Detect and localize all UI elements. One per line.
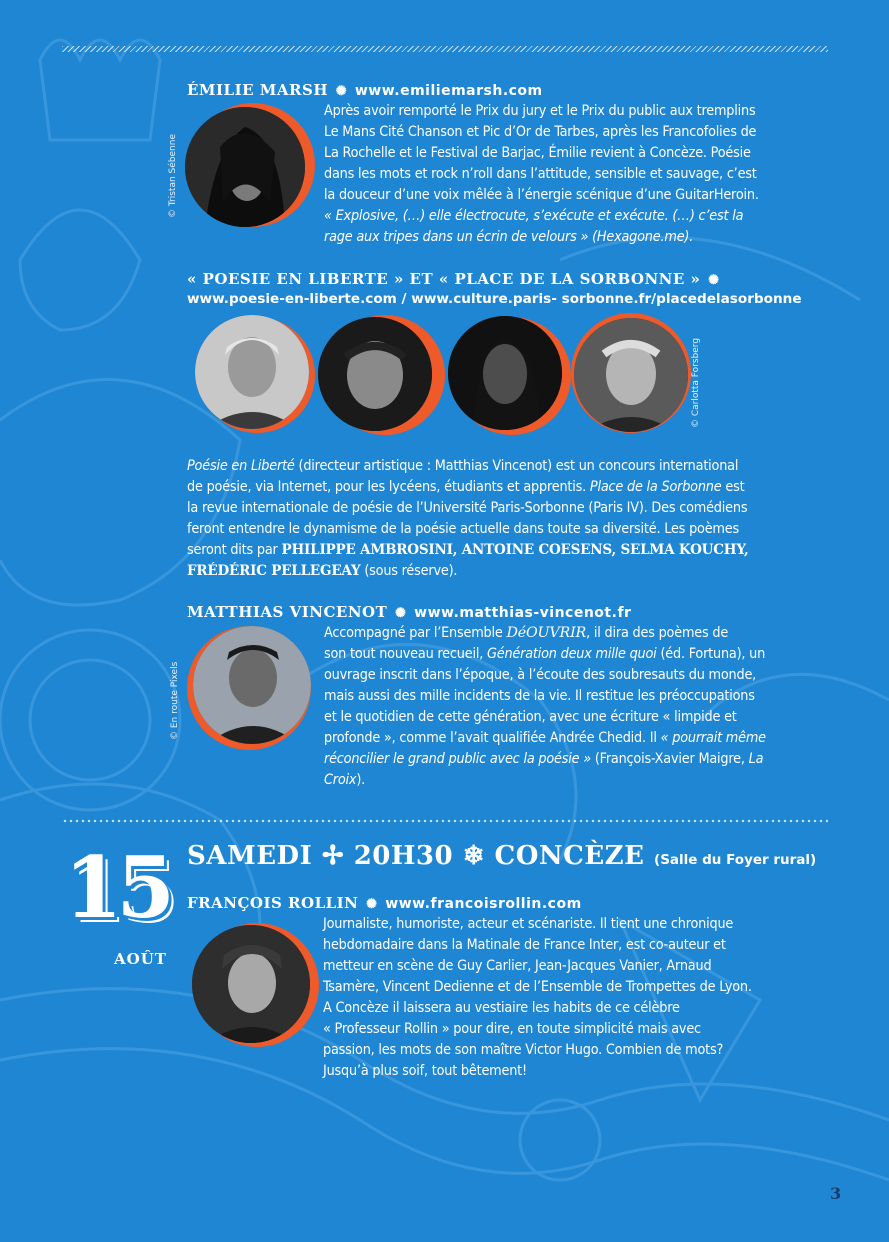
matthias-text: (éd. Fortuna), un — [656, 646, 766, 662]
event-venue: (Salle du Foyer rural) — [654, 852, 817, 868]
rollin-line: « Professeur Rollin » pour dire, en toute simplicité mais avec — [323, 1021, 701, 1037]
rollin-line: metteur en scène de Guy Carlier, Jean-Jacques Vanier, Arnaud — [323, 958, 712, 974]
portrait-coesens — [318, 317, 432, 431]
matthias-heading — [187, 603, 631, 621]
matthias-text: , il dira des poèmes de — [586, 625, 729, 641]
poesie-heading — [187, 270, 722, 288]
matthias-text: son tout nouveau recueil, — [324, 646, 487, 662]
event-month: AOÛT — [114, 950, 167, 968]
rollin-line: hebdomadaire dans la Matinale de France Inter, est co-auteur et — [323, 937, 726, 953]
emilie-line: Le Mans Cité Chanson et Pic d’Or de Tarbes, après les Francofolies de — [324, 124, 757, 140]
rollin-url[interactable]: www.francoisrollin.com — [385, 896, 582, 912]
page-number: 3 — [830, 1184, 842, 1203]
emilie-url[interactable]: www.emiliemarsh.com — [354, 83, 543, 99]
poesie-text: de poésie, via Internet, pour les lycéens, étudiants et apprentis. — [187, 479, 590, 495]
matthias-url[interactable]: www.matthias-vincenot.fr — [414, 605, 632, 621]
book-title-em: Génération deux mille quoi — [486, 646, 657, 662]
emilie-quote-line: « Explosive, (…) elle électrocute, s’exécute et exécute. (…) c’est la — [324, 208, 744, 224]
poesie-text: seront dits par — [187, 542, 282, 558]
ensemble-brand: DéOUVRIR — [506, 625, 587, 641]
poesie-title-em: Poésie en Liberté — [187, 458, 295, 474]
top-hatched-rule — [62, 46, 828, 52]
emilie-quote-line: rage aux tripes dans un écrin de velours » (Hexagone.me). — [324, 229, 694, 245]
event-line — [187, 841, 816, 871]
star-icon: ✺ — [366, 897, 378, 912]
portrait-ambrosini — [195, 315, 309, 429]
poesie-heading-text: « POESIE EN LIBERTE » ET « PLACE DE LA SORBONNE » — [187, 270, 701, 288]
performer-names: PHILIPPE AMBROSINI, ANTOINE COESENS, SELMA KOUCHY, — [281, 542, 749, 558]
matthias-text: et le quotidien de cette génération, avec une écriture « limpide et — [324, 709, 737, 725]
matthias-photo — [193, 626, 311, 744]
emilie-line: Après avoir remporté le Prix du jury et le Prix du public aux tremplins — [324, 103, 756, 119]
emilie-line: La Rochelle et le Festival de Barjac, Émilie revient à Concèze. Poésie — [324, 145, 751, 161]
rollin-line: A Concèze il laissera au vestiaire les habits de ce célèbre — [323, 1000, 680, 1016]
dotted-rule — [62, 818, 828, 824]
newspaper-em: La — [748, 751, 764, 767]
cross-icon: ✢ — [321, 841, 345, 871]
matthias-text: Accompagné par l’Ensemble — [324, 625, 507, 641]
sorbonne-title-em: Place de la Sorbonne — [589, 479, 722, 495]
emilie-line: la douceur d’une voix mêlée à l’énergie scénique d’une GuitarHeroin. — [324, 187, 759, 203]
snowflake-icon: ❄ — [462, 841, 485, 871]
portrait-pellegeay — [574, 318, 688, 432]
star-icon: ✺ — [335, 84, 348, 99]
matthias-quote-em: réconcilier le grand public avec la poésie » — [324, 751, 591, 767]
poesie-urls[interactable]: www.poesie-en-liberte.com / www.culture.paris- sorbonne.fr/placedelasorbonne — [187, 291, 802, 307]
rollin-heading — [187, 894, 582, 912]
poesie-text: feront entendre le dynamisme de la poésie actuelle dans toute sa diversité. Les poèmes — [187, 521, 739, 537]
rollin-line: passion, les mots de son maître Victor Hugo. Combien de mots? — [323, 1042, 724, 1058]
rollin-line: Tsamère, Vincent Dedienne et de l’Ensemble de Trompettes de Lyon. — [323, 979, 752, 995]
poesie-text: (sous réserve). — [360, 563, 458, 579]
matthias-description — [324, 623, 839, 791]
emilie-description — [324, 101, 834, 248]
poesie-text: est — [721, 479, 745, 495]
rollin-description — [323, 914, 843, 1082]
poesie-description — [187, 456, 837, 582]
poesie-photo-credit: © Carlotta Forsberg — [691, 337, 701, 428]
star-icon: ✺ — [395, 606, 407, 621]
poesie-text: la revue internationale de poésie de l’Université Paris-Sorbonne (Paris IV). Des comédiens — [187, 500, 748, 516]
rollin-name: FRANÇOIS ROLLIN — [187, 894, 359, 912]
emilie-heading — [187, 81, 543, 99]
matthias-text: ouvrage inscrit dans l’époque, à l’écoute des soubresauts du monde, — [324, 667, 757, 683]
matthias-text: profonde », comme l’avait qualifiée Andrée Chedid. Il — [324, 730, 661, 746]
event-day-number: 15 — [64, 838, 169, 937]
event-weekday: SAMEDI — [187, 841, 313, 871]
portrait-kouchy — [448, 316, 562, 430]
emilie-photo-credit: © Tristan Sébenne — [168, 134, 178, 218]
matthias-text: ). — [356, 772, 366, 788]
event-time: 20H30 — [353, 841, 454, 871]
rollin-line: Journaliste, humoriste, acteur et scénariste. Il tient une chronique — [323, 916, 734, 932]
emilie-name: ÉMILIE MARSH — [187, 81, 328, 99]
matthias-photo-credit: © En route Pixels — [170, 661, 180, 740]
rollin-photo — [192, 925, 310, 1043]
matthias-quote-em: « pourrait même — [660, 730, 766, 746]
emilie-photo — [185, 107, 305, 227]
star-icon: ✺ — [708, 273, 720, 288]
emilie-line: dans les mots et rock n’roll dans l’attitude, sensible et sauvage, c’est — [324, 166, 757, 182]
event-place: CONCÈZE — [494, 841, 645, 871]
performer-names: FRÉDÉRIC PELLEGEAY — [187, 563, 361, 579]
matthias-name: MATTHIAS VINCENOT — [187, 603, 388, 621]
matthias-text: mais aussi des mille incidents de la vie. Il restitue les préoccupations — [324, 688, 755, 704]
poesie-text: (directeur artistique : Matthias Vincenot) est un concours international — [294, 458, 739, 474]
matthias-text: (François-Xavier Maigre, — [590, 751, 749, 767]
rollin-line: Jusqu’à plus soif, tout bêtement! — [323, 1063, 527, 1079]
newspaper-em: Croix — [324, 772, 357, 788]
